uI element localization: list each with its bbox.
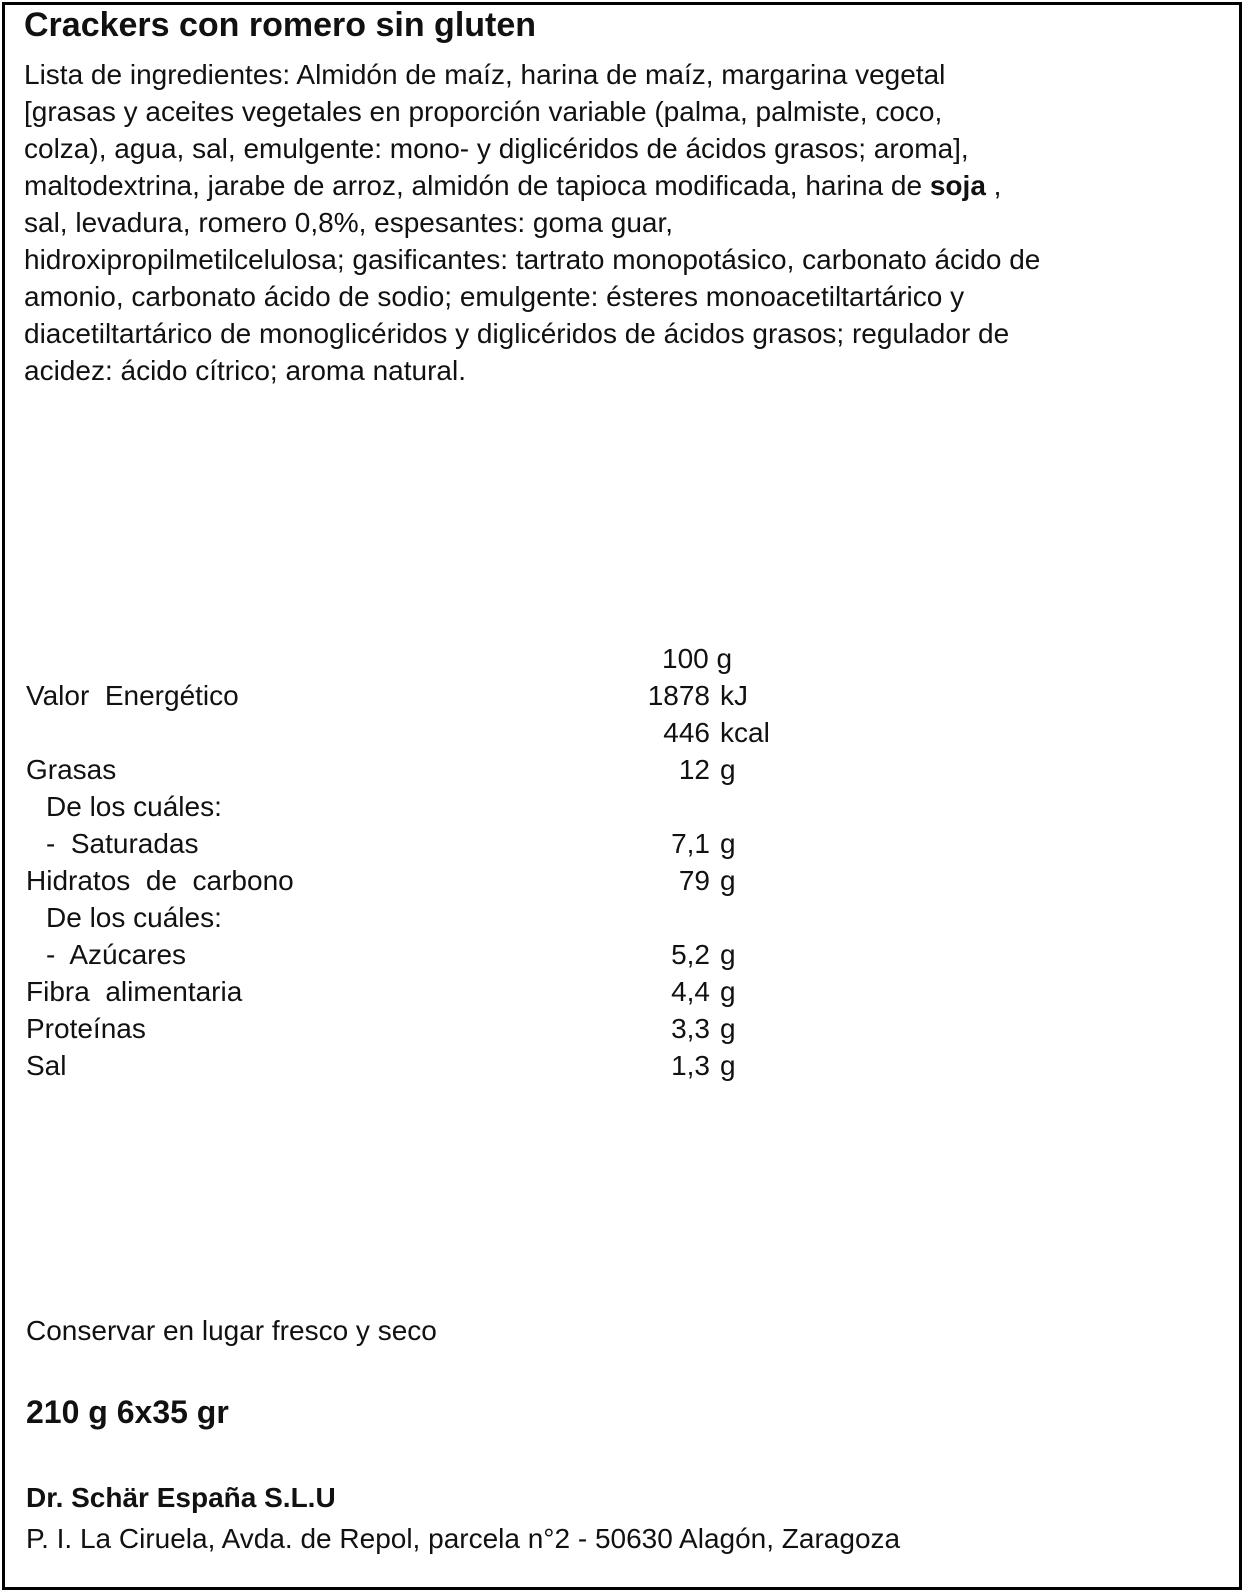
net-weight: 210 g 6x35 gr <box>26 1394 229 1430</box>
ingredients-line: hidroxipropilmetilcelulosa; gasificantes: tartrato monopotásico, carbonato ácido de <box>24 244 1041 275</box>
nutrition-row-energy-kj <box>0 677 1240 714</box>
nutrition-value: 79 <box>678 865 710 896</box>
storage-instructions: Conservar en lugar fresco y seco <box>26 1315 437 1346</box>
nutrition-unit: g <box>720 976 736 1007</box>
company-address: P. I. La Ciruela, Avda. de Repol, parcela n°2 - 50630 Alagón, Zaragoza <box>26 1523 901 1554</box>
nutrition-label: Grasas <box>26 754 117 785</box>
ingredients-line: [grasas y aceites vegetales en proporción variable (palma, palmiste, coco, <box>24 96 943 127</box>
nutrition-label: De los cuáles: <box>46 902 222 933</box>
nutrition-unit: kJ <box>720 680 748 711</box>
nutrition-label: Fibra alimentaria <box>26 976 243 1007</box>
nutrition-unit: g <box>720 1013 736 1044</box>
nutrition-label: Proteínas <box>26 1013 146 1044</box>
ingredients-line: diacetiltartárico de monoglicéridos y diglicéridos de ácidos grasos; regulador de <box>24 318 1010 349</box>
nutrition-unit: g <box>720 754 736 785</box>
nutrition-value: 4,4 <box>671 976 710 1007</box>
nutrition-value: 7,1 <box>671 828 710 859</box>
nutrition-row <box>0 899 1240 936</box>
nutrition-row <box>0 936 1240 973</box>
ingredients-line: Lista de ingredientes: Almidón de maíz, harina de maíz, margarina vegetal <box>24 59 946 90</box>
ingredients-text: , <box>985 170 1002 201</box>
ingredients-line: colza), agua, sal, emulgente: mono- y diglicéridos de ácidos grasos; aroma], <box>24 133 969 164</box>
nutrition-unit: g <box>720 939 736 970</box>
nutrition-row <box>0 788 1240 825</box>
ingredients-line <box>24 167 1224 204</box>
nutrition-row <box>0 751 1240 788</box>
nutrition-unit: kcal <box>720 717 770 748</box>
nutrition-label: Hidratos de carbono <box>26 865 294 896</box>
nutrition-column-header: 100 g <box>662 643 733 674</box>
nutrition-label: - Azúcares <box>46 939 187 970</box>
product-title: Crackers con romero sin gluten <box>24 6 537 44</box>
ingredients-list <box>24 56 1224 389</box>
nutrition-value: 12 <box>678 754 710 785</box>
nutrition-unit: g <box>720 828 736 859</box>
nutrition-value: 5,2 <box>671 939 710 970</box>
nutrition-value: 1,3 <box>671 1050 710 1081</box>
nutrition-value: 1878 <box>647 680 710 711</box>
nutrition-label: De los cuáles: <box>46 791 222 822</box>
nutrition-label: - Saturadas <box>46 828 199 859</box>
nutrition-row <box>0 862 1240 899</box>
nutrition-header-row <box>0 640 1240 677</box>
nutrition-row <box>0 1010 1240 1047</box>
nutrition-unit: g <box>720 865 736 896</box>
nutrition-value: 446 <box>663 717 710 748</box>
nutrition-row-energy-kcal <box>0 714 1240 751</box>
nutrition-label: Sal <box>26 1050 67 1081</box>
ingredients-text: maltodextrina, jarabe de arroz, almidón de tapioca modificada, harina de <box>24 170 930 201</box>
company-name: Dr. Schär España S.L.U <box>26 1482 336 1513</box>
nutrition-label: Valor Energético <box>26 680 239 711</box>
nutrition-unit: g <box>720 1050 736 1081</box>
ingredients-line: sal, levadura, romero 0,8%, espesantes: goma guar, <box>24 207 674 238</box>
allergen-highlight: soja <box>929 170 986 201</box>
nutrition-row <box>0 825 1240 862</box>
ingredients-line: amonio, carbonato ácido de sodio; emulgente: ésteres monoacetiltartárico y <box>24 281 965 312</box>
nutrition-value: 3,3 <box>671 1013 710 1044</box>
nutrition-row <box>0 973 1240 1010</box>
nutrition-row <box>0 1047 1240 1084</box>
ingredients-line: acidez: ácido cítrico; aroma natural. <box>24 355 466 386</box>
